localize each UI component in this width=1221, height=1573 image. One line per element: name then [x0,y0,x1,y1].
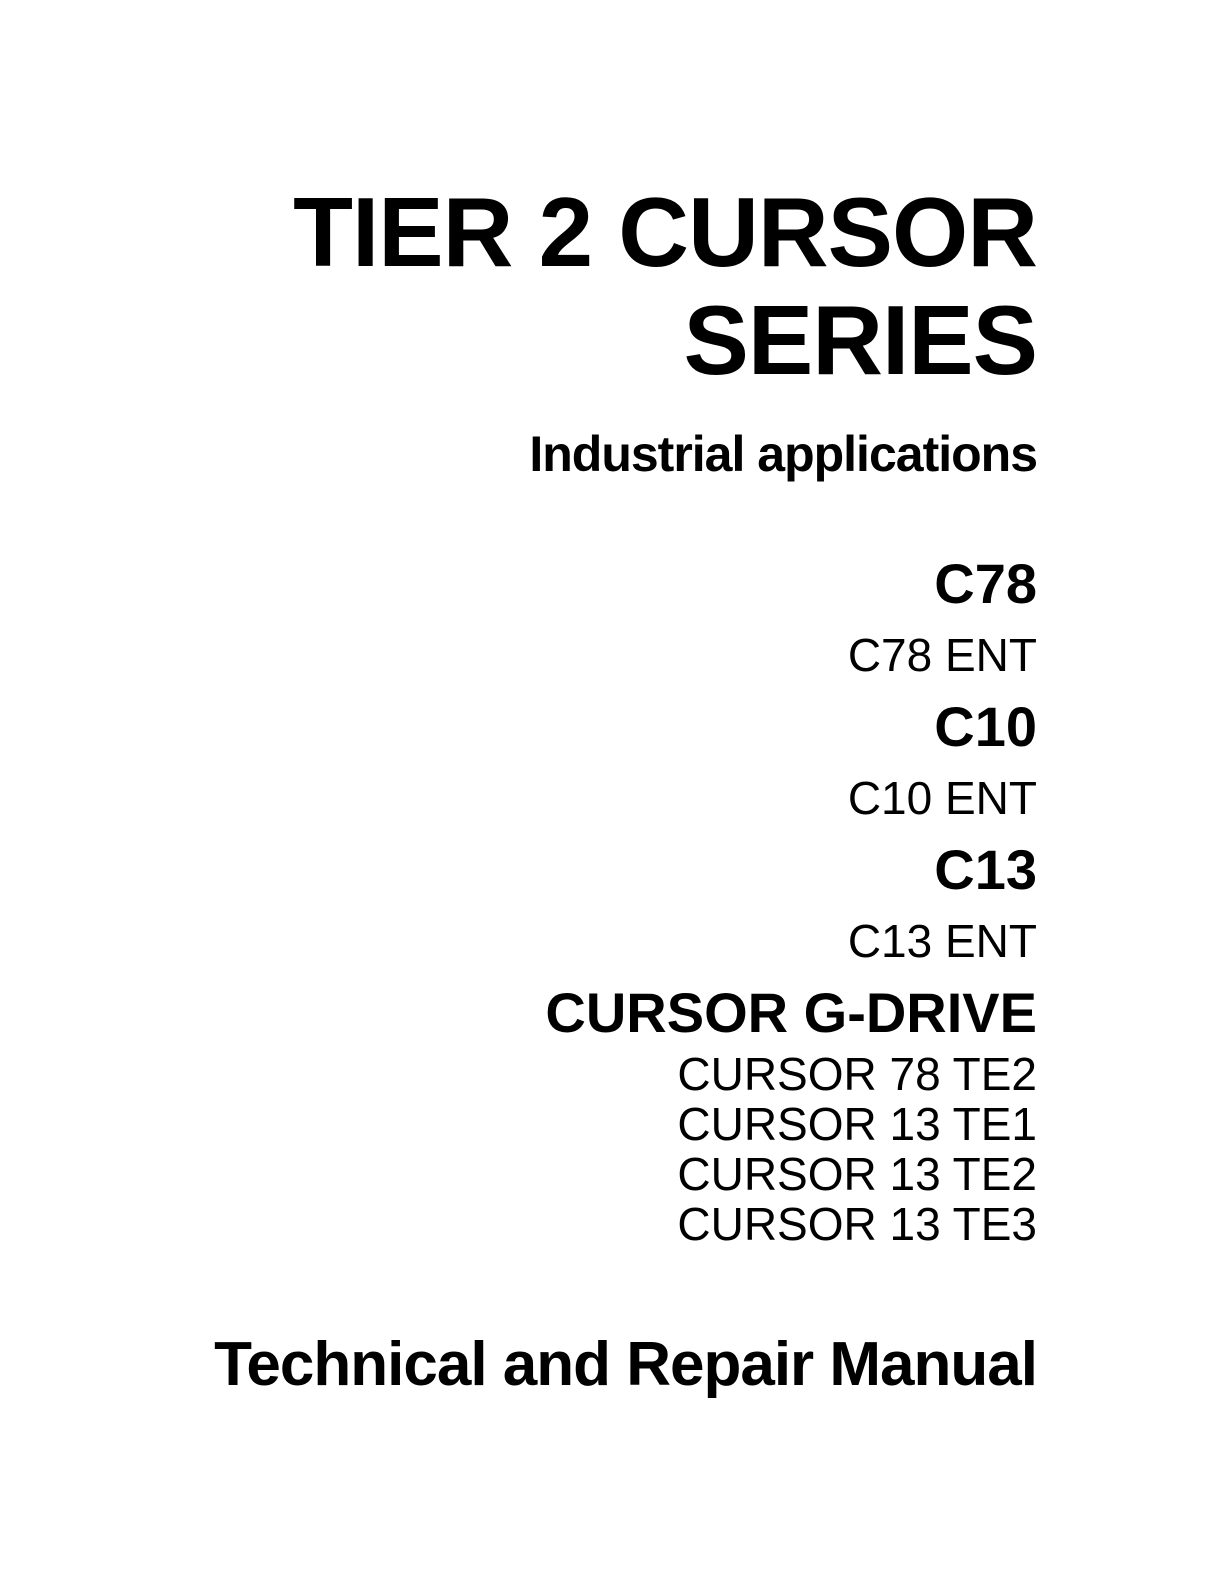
model-c10-ent: C10 ENT [847,772,1037,824]
variant-list [180,1049,1037,1249]
document-title-line1: TIER 2 CURSOR [293,177,1037,287]
model-list [180,548,1037,1049]
document-title [180,178,1037,394]
model-cursor-g-drive: CURSOR G-DRIVE [545,981,1037,1044]
model-c78-ent: C78 ENT [847,629,1037,681]
variant-cursor-13-te3: CURSOR 13 TE3 [677,1198,1037,1250]
document-subtitle: Industrial applications [529,426,1037,482]
footer-title: Technical and Repair Manual [214,1330,1037,1399]
model-c10: C10 [934,695,1037,758]
variant-cursor-78-te2: CURSOR 78 TE2 [677,1048,1037,1100]
model-c13: C13 [934,838,1037,901]
document-title-line2: SERIES [683,285,1037,395]
model-c13-ent: C13 ENT [847,915,1037,967]
model-c78: C78 [934,552,1037,615]
variant-cursor-13-te1: CURSOR 13 TE1 [677,1098,1037,1150]
variant-cursor-13-te2: CURSOR 13 TE2 [677,1148,1037,1200]
